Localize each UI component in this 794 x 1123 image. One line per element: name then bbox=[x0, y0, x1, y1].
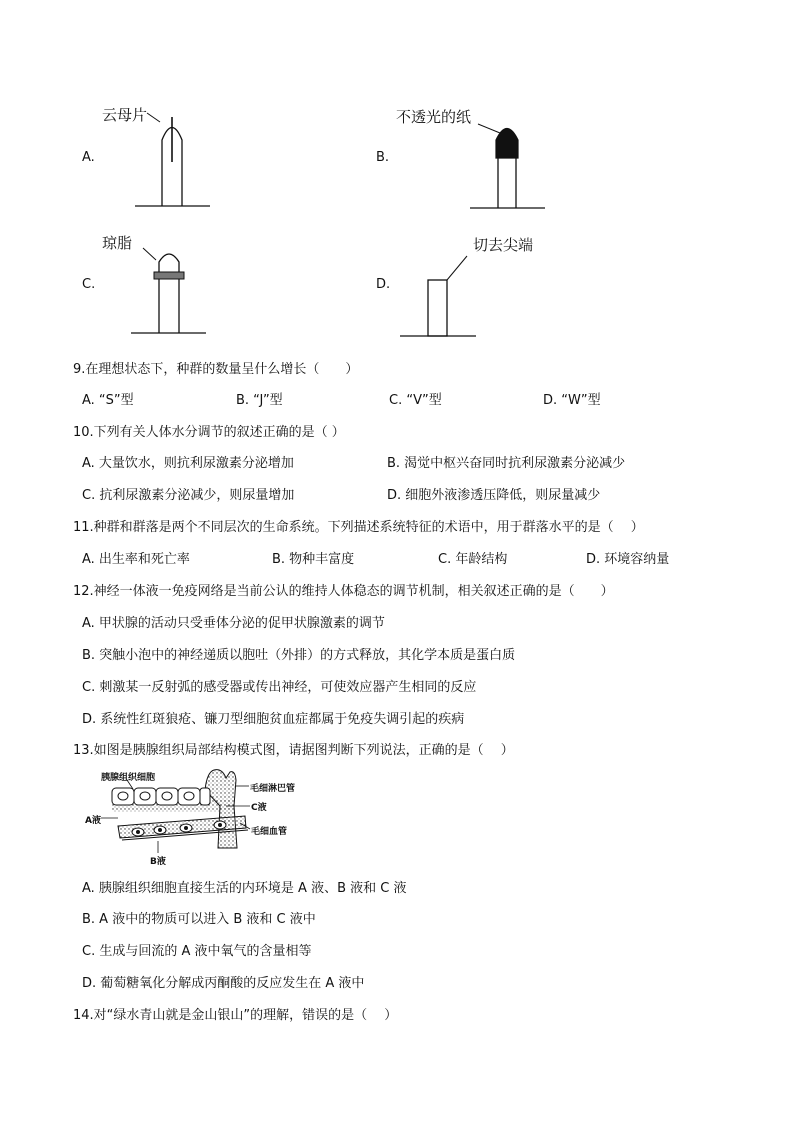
figure-b-letter: B. bbox=[376, 150, 390, 165]
label-b-fluid: B液 bbox=[150, 857, 166, 867]
question-10-option-c: C. 抗利尿激素分泌减少，则尿量增加 bbox=[82, 488, 295, 503]
label-pancreatic-cell: 胰腺组织细胞 bbox=[101, 773, 156, 783]
question-14-stem: 14.对“绿水青山就是金山银山”的理解，错误的是（ ） bbox=[73, 1008, 398, 1023]
question-10-option-a: A. 大量饮水，则抗利尿激素分泌增加 bbox=[82, 456, 294, 471]
question-9-option-c: C. “V”型 bbox=[389, 393, 442, 408]
question-13-stem: 13.如图是胰腺组织局部结构模式图，请据图判断下列说法，正确的是（ ） bbox=[73, 743, 514, 758]
question-12-stem: 12.神经一体液一免疫网络是当前公认的维持人体稳态的调节机制，相关叙述正确的是（ ） bbox=[73, 584, 614, 599]
figure-c-letter: C. bbox=[82, 277, 96, 292]
figure-a-letter: A. bbox=[82, 150, 95, 165]
question-10-option-d: D. 细胞外液渗透压降低，则尿量减少 bbox=[387, 488, 601, 503]
question-12-option-a: A. 甲状腺的活动只受垂体分泌的促甲状腺激素的调节 bbox=[82, 616, 385, 631]
question-10-option-b: B. 渴觉中枢兴奋同时抗利尿激素分泌减少 bbox=[387, 456, 626, 471]
question-10-stem: 10.下列有关人体水分调节的叙述正确的是（ ） bbox=[73, 425, 345, 440]
figure-b-label: 不透光的纸 bbox=[396, 108, 472, 126]
question-13-option-b: B. A 液中的物质可以进入 B 液和 C 液中 bbox=[82, 912, 316, 927]
question-13-option-d: D. 葡萄糖氧化分解成丙酮酸的反应发生在 A 液中 bbox=[82, 976, 365, 991]
question-11-stem: 11.种群和群落是两个不同层次的生命系统。下列描述系统特征的术语中，用于群落水平的是（ ） bbox=[73, 520, 644, 535]
figure-d-label: 切去尖端 bbox=[473, 236, 534, 254]
question-13-option-c: C. 生成与回流的 A 液中氧气的含量相等 bbox=[82, 944, 312, 959]
figure-a-label: 云母片 bbox=[102, 106, 148, 124]
question-11-option-b: B. 物种丰富度 bbox=[272, 552, 355, 567]
label-c-fluid: C液 bbox=[251, 803, 267, 813]
question-12-option-b: B. 突触小泡中的神经递质以胞吐（外排）的方式释放，其化学本质是蛋白质 bbox=[82, 648, 516, 663]
question-11-option-a: A. 出生率和死亡率 bbox=[82, 552, 190, 567]
question-9-option-a: A. “S”型 bbox=[82, 393, 134, 408]
label-a-fluid: A液 bbox=[85, 816, 101, 826]
figure-c-label: 琼脂 bbox=[102, 234, 133, 252]
question-9-option-d: D. “W”型 bbox=[543, 393, 601, 408]
question-12-option-c: C. 刺激某一反射弧的感受器或传出神经，可使效应器产生相同的反应 bbox=[82, 680, 477, 695]
label-blood-capillary: 毛细血管 bbox=[251, 827, 288, 837]
question-12-option-d: D. 系统性红斑狼疮、镰刀型细胞贫血症都属于免疫失调引起的疾病 bbox=[82, 712, 465, 727]
question-11-option-c: C. 年龄结构 bbox=[438, 552, 508, 567]
question-9-stem: 9.在理想状态下，种群的数量呈什么增长（ ） bbox=[73, 362, 359, 377]
question-13-option-a: A. 胰腺组织细胞直接生活的内环境是 A 液、B 液和 C 液 bbox=[82, 881, 407, 896]
figure-d-letter: D. bbox=[376, 277, 391, 292]
question-9-option-b: B. “J”型 bbox=[236, 393, 283, 408]
question-11-option-d: D. 环境容纳量 bbox=[586, 552, 670, 567]
label-lymph-capillary: 毛细淋巴管 bbox=[250, 784, 296, 794]
